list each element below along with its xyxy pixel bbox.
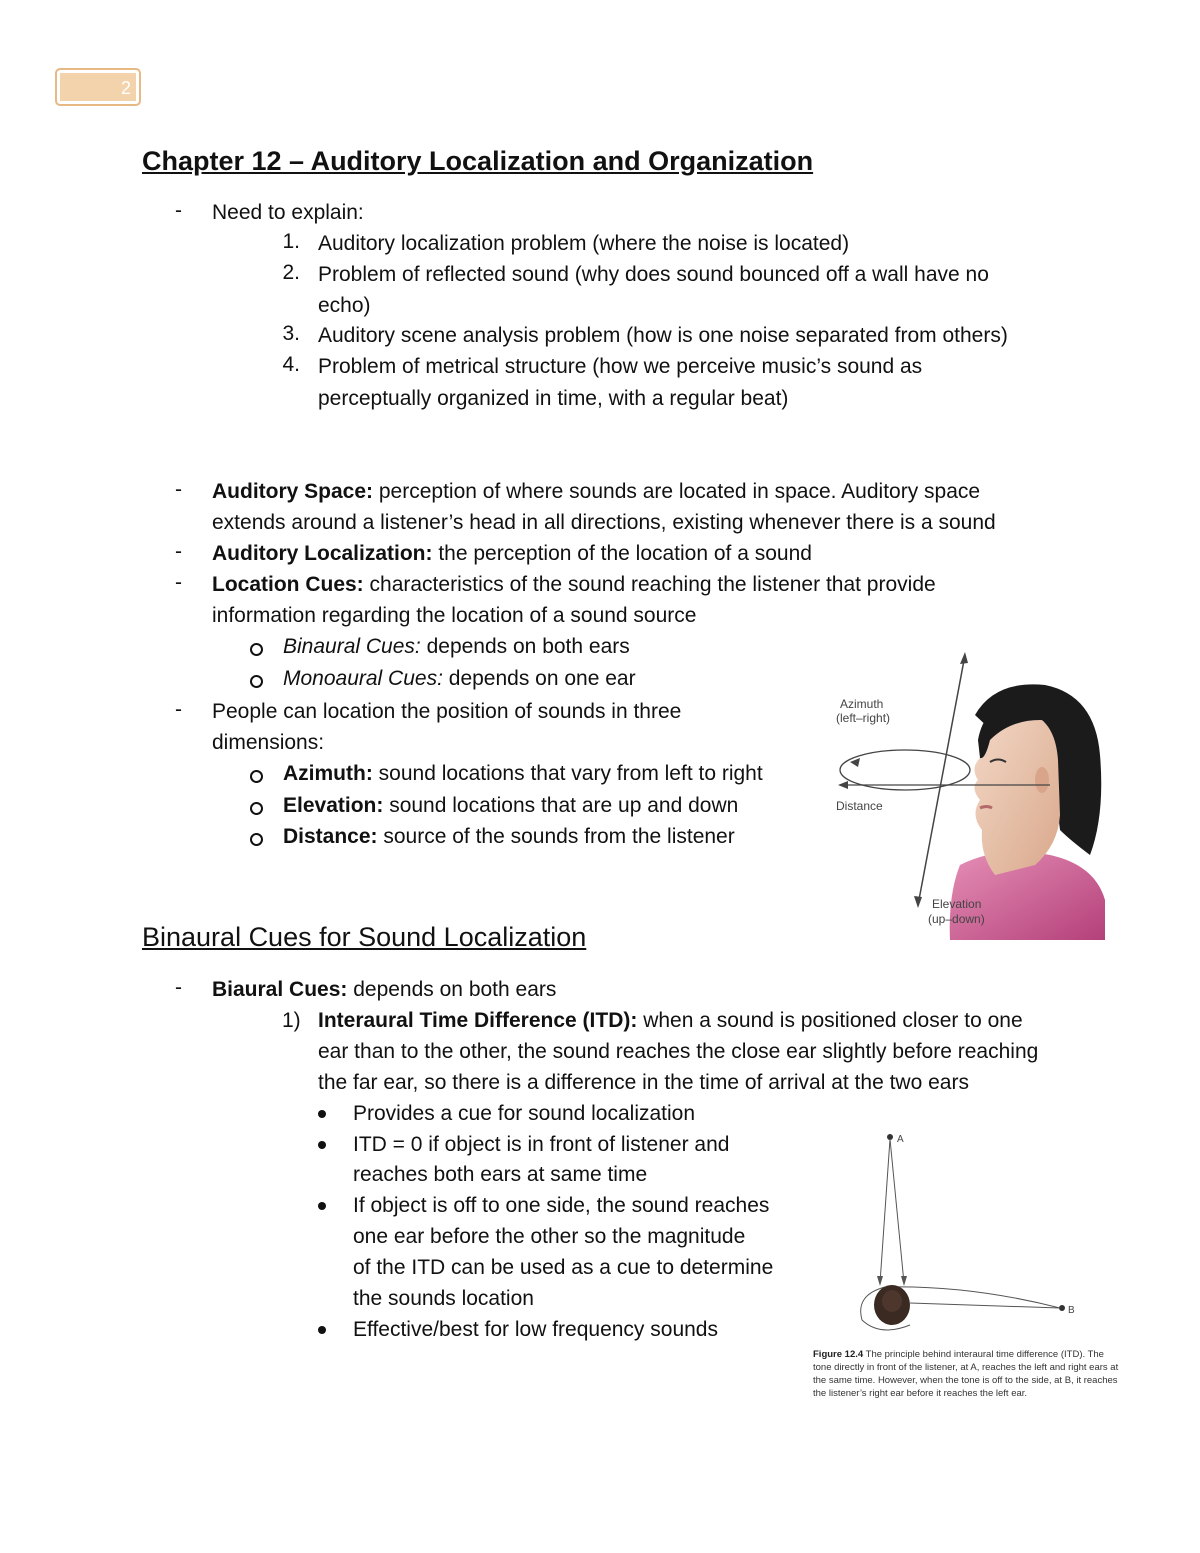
definition-text: source of the sounds from the listener [383, 825, 735, 848]
page-number: 2 [120, 78, 131, 98]
arrowhead [877, 1276, 883, 1286]
azimuth-sublabel: (left–right) [836, 711, 891, 725]
itd-bullet-cont: one ear before the other so the magnitude [353, 1225, 746, 1248]
arrowhead [850, 758, 860, 767]
path-a-left [880, 1139, 890, 1283]
head-dimensions-figure [820, 640, 1120, 940]
distance-def [283, 823, 735, 851]
auditory-localization-def [212, 540, 812, 568]
ear-shape [1035, 767, 1049, 793]
caption-text: The principle behind interaural time difference (ITD). The tone directly in front of the listener, at A, reaches the left and right ears at the same time. However, when the tone is off to the side, at B, it reaches the listener’s right ear before it reaches the left ear. [813, 1349, 1119, 1399]
figure-caption [813, 1348, 1123, 1400]
intro-bullet: Need to explain: [212, 201, 364, 224]
itd-bullet: Provides a cue for sound localization [353, 1102, 696, 1125]
itd-def-cont: the far ear, so there is a difference in the time of arrival at the two ears [318, 1071, 969, 1094]
azimuth-ellipse [840, 750, 970, 790]
bullet-dot-icon [318, 1326, 326, 1334]
itd-bullet: ITD = 0 if object is in front of listener and [353, 1133, 730, 1156]
term: Elevation: [283, 794, 384, 817]
azimuth-label: Azimuth [840, 697, 884, 711]
definition-text: perception of where sounds are located in space. Auditory space [378, 480, 981, 503]
definition-text: characteristics of the sound reaching the listener that provide [369, 573, 936, 596]
arrowhead [838, 781, 848, 789]
distance-label: Distance [836, 799, 883, 813]
list-number: 2. [282, 261, 300, 284]
list-item-cont: perceptually organized in time, with a regular beat) [318, 387, 789, 410]
path-a-right [890, 1139, 904, 1283]
label-b: B [1068, 1305, 1075, 1316]
itd-bullet-cont: the sounds location [353, 1287, 534, 1310]
term: Location Cues: [212, 573, 364, 596]
list-number: 1. [282, 230, 300, 253]
location-cues-def-cont: information regarding the location of a sound source [212, 604, 697, 627]
list-item-cont: echo) [318, 294, 371, 317]
term: Binaural Cues: [283, 635, 421, 658]
circle-bullet-icon [250, 770, 263, 783]
itd-bullet-cont: reaches both ears at same time [353, 1163, 648, 1186]
arrowhead [914, 896, 922, 908]
circle-bullet-icon [250, 833, 263, 846]
circle-bullet-icon [250, 675, 263, 688]
biaural-cues-def [212, 976, 556, 1004]
list-number: 4. [282, 353, 300, 376]
term: Interaural Time Difference (ITD): [318, 1009, 638, 1032]
definition-text: sound locations that vary from left to right [378, 762, 763, 785]
itd-figure [850, 1125, 1090, 1345]
bullet-dash: - [175, 540, 182, 563]
definition-text: sound locations that are up and down [389, 794, 739, 817]
definition-text: when a sound is positioned closer to one [643, 1009, 1023, 1032]
list-item: Auditory localization problem (where the noise is located) [318, 232, 850, 255]
circle-bullet-icon [250, 802, 263, 815]
chapter-title: Chapter 12 – Auditory Localization and Organization [142, 146, 814, 176]
monaural-cues-def [283, 665, 636, 693]
bullet-dash: - [175, 976, 182, 999]
definition-text: depends on one ear [448, 667, 636, 690]
itd-def [318, 1007, 1023, 1035]
dimensions-text: People can location the position of sounds in three [212, 700, 682, 723]
definition-text: depends on both ears [353, 978, 557, 1001]
bullet-dash: - [175, 571, 182, 594]
section-title: Binaural Cues for Sound Localization [142, 922, 587, 952]
term: Auditory Space: [212, 480, 374, 503]
itd-bullet-cont: of the ITD can be used as a cue to determine [353, 1256, 774, 1279]
definition-text: depends on both ears [426, 635, 630, 658]
bullet-dot-icon [318, 1202, 326, 1210]
itd-def-cont: ear than to the other, the sound reaches the close ear slightly before reaching [318, 1040, 1039, 1063]
list-item: Problem of metrical structure (how we perceive music’s sound as [318, 355, 923, 378]
head-highlight-shape [882, 1290, 902, 1312]
bullet-dash: - [175, 478, 182, 501]
term: Biaural Cues: [212, 978, 348, 1001]
term: Azimuth: [283, 762, 373, 785]
path-b-near [910, 1303, 1060, 1308]
auditory-space-def-cont: extends around a listener’s head in all directions, existing whenever there is a sound [212, 511, 996, 534]
list-item: Problem of reflected sound (why does sound bounced off a wall have no [318, 263, 989, 286]
page-number-badge [55, 68, 141, 106]
bullet-dot-icon [318, 1141, 326, 1149]
arrowhead [960, 652, 968, 664]
elevation-axis [918, 655, 965, 905]
term: Auditory Localization: [212, 542, 433, 565]
list-item: Auditory scene analysis problem (how is one noise separated from others) [318, 324, 1008, 347]
itd-bullet: Effective/best for low frequency sounds [353, 1318, 718, 1341]
binaural-cues-def [283, 633, 630, 661]
bullet-dot-icon [318, 1110, 326, 1118]
elevation-label: Elevation [932, 897, 982, 911]
dimensions-text-cont: dimensions: [212, 731, 325, 754]
bullet-dash: - [175, 698, 182, 721]
itd-bullet: If object is off to one side, the sound reaches [353, 1194, 770, 1217]
elevation-sublabel: (up–down) [928, 912, 985, 926]
circle-bullet-icon [250, 643, 263, 656]
term: Monoaural Cues: [283, 667, 443, 690]
definition-text: the perception of the location of a sound [438, 542, 812, 565]
arrowhead [901, 1276, 907, 1286]
location-cues-def [212, 571, 936, 599]
caption-label: Figure 12.4 [813, 1349, 864, 1360]
auditory-space-def [212, 478, 980, 506]
itd-number: 1) [282, 1009, 301, 1032]
term: Distance: [283, 825, 378, 848]
azimuth-def [283, 760, 763, 788]
bullet-dash: - [175, 199, 182, 222]
elevation-def [283, 792, 738, 820]
label-a: A [897, 1134, 904, 1145]
lips-shape [980, 807, 992, 809]
list-number: 3. [282, 322, 300, 345]
